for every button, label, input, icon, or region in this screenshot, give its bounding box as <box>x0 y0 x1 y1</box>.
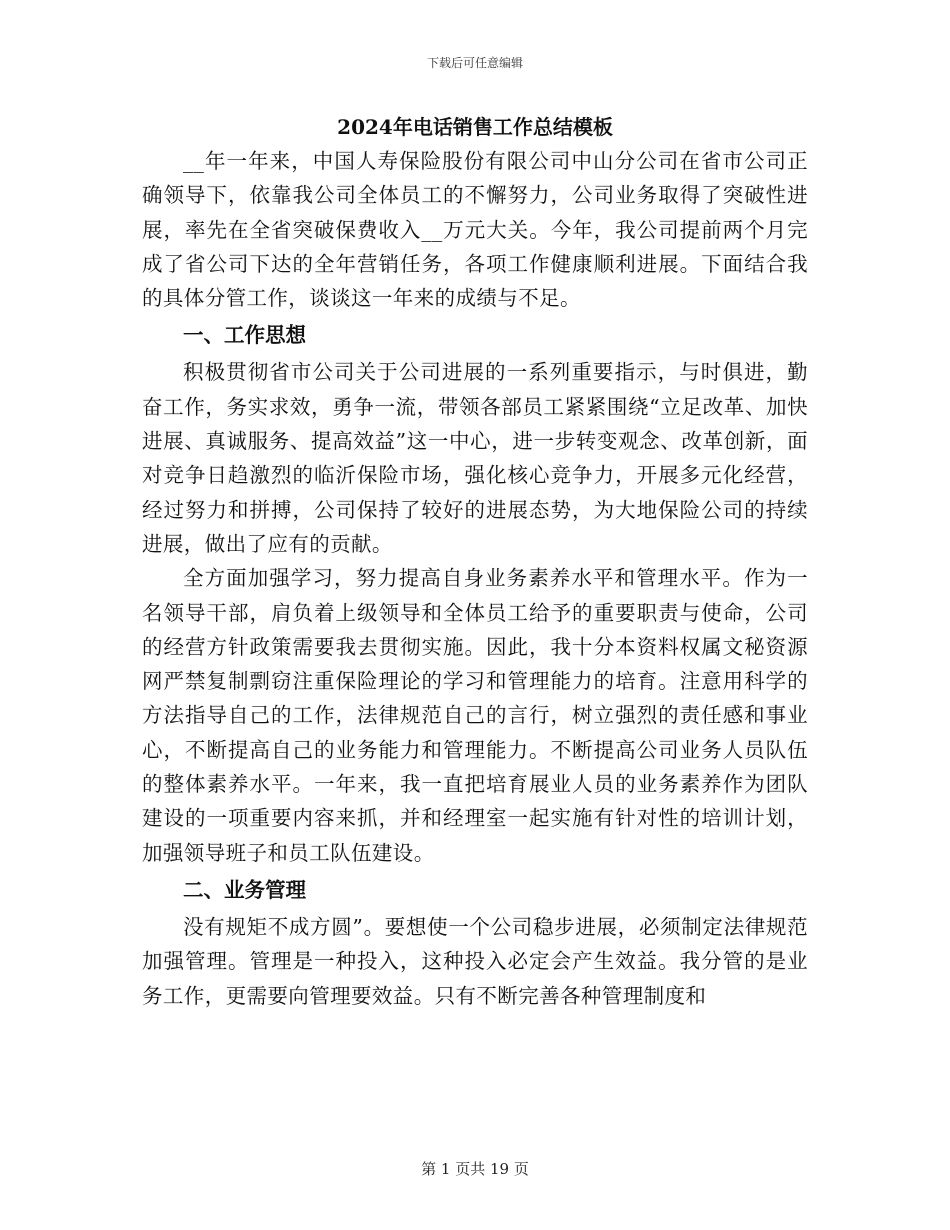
section1-paragraph-2: 全方面加强学习，努力提高自身业务素养水平和管理水平。作为一名领导干部，肩负着上级领导和全体员工给予的重要职责与使命，公司的经营方针政策需要我去贯彻实施。因此，我十分本资料权属文秘资源网严禁复制剽窃注重保险理论的学习和管理能力的培育。注意用科学的方法指导自己的工作，法律规范自己的言行，树立强烈的责任感和事业心，不断提高自己的业务能力和管理能力。不断提高公司业务人员队伍的整体素养水平。一年来，我一直把培育展业人员的业务素养作为团队建设的一项重要内容来抓，并和经理室一起实施有针对性的培训计划，加强领导班子和员工队伍建设。 <box>142 566 808 865</box>
page-number-footer: 第 1 页共 19 页 <box>421 1160 529 1178</box>
document-body <box>142 110 808 1013</box>
section-heading-work-thought: 一、工作思想 <box>183 323 306 348</box>
section1-paragraph-1: 积极贯彻省市公司关于公司进展的一系列重要指示，与时俱进，勤奋工作，务实求效，勇争一流，带领各部员工紧紧围绕“立足改革、加快进展、真诚服务、提高效益”这一中心，进一步转变观念、改革创新，面对竞争日趋激烈的临沂保险市场，强化核心竞争力，开展多元化经营，经过努力和拼搏，公司保持了较好的进展态势，为大地保险公司的持续进展，做出了应有的贡献。 <box>142 360 808 556</box>
section2-paragraph-1: 没有规矩不成方圆”。要想使一个公司稳步进展，必须制定法律规范加强管理。管理是一种投入，这种投入必定会产生效益。我分管的是业务工作，更需要向管理要效益。只有不断完善各种管理制度和 <box>142 914 808 1008</box>
page-header-note: 下载后可任意编辑 <box>426 56 523 70</box>
document-title: 2024年电话销售工作总结模板 <box>337 115 613 139</box>
intro-paragraph: __年一年来，中国人寿保险股份有限公司中山分公司在省市公司正确领导下，依靠我公司全体员工的不懈努力，公司业务取得了突破性进展，率先在全省突破保费收入__万元大关。今年，我公司提前两个月完成了省公司下达的全年营销任务，各项工作健康顺利进展。下面结合我的具体分管工作，谈谈这一年来的成绩与不足。 <box>142 149 808 311</box>
section-heading-business-management: 二、业务管理 <box>183 877 306 902</box>
